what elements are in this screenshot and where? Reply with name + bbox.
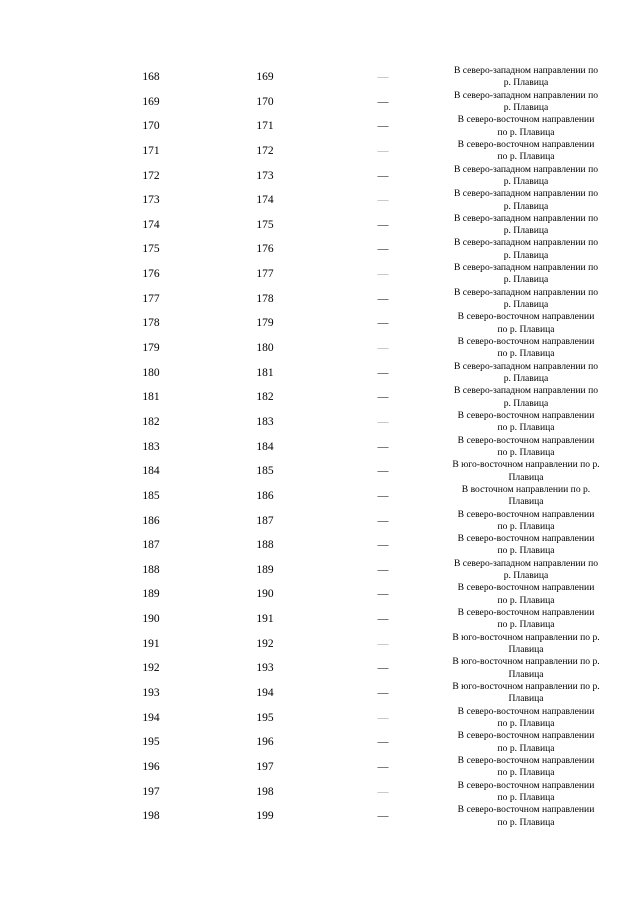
dash-cell: — bbox=[377, 317, 389, 330]
point-from-cell: 196 bbox=[142, 760, 160, 773]
direction-cell: В восточном направлении по р. Плавица bbox=[461, 483, 591, 508]
dash-cell: — bbox=[377, 243, 389, 256]
table-row bbox=[0, 459, 640, 484]
direction-cell: В северо-восточном направлении по р. Плавица bbox=[457, 779, 595, 803]
point-from-cell: 180 bbox=[142, 366, 160, 379]
point-from-cell: 195 bbox=[142, 736, 160, 749]
point-from-cell: 188 bbox=[142, 563, 160, 576]
dash-cell: — bbox=[377, 194, 389, 207]
dash-cell: — bbox=[377, 169, 389, 182]
dash-cell: — bbox=[377, 415, 389, 428]
table-row bbox=[0, 410, 640, 435]
point-to-cell: 199 bbox=[256, 810, 274, 823]
point-from-cell: 178 bbox=[142, 317, 160, 330]
direction-cell: В юго-восточном направлении по р. Плавица bbox=[452, 681, 600, 705]
point-to-cell: 183 bbox=[256, 415, 274, 428]
point-to-cell: 193 bbox=[256, 662, 274, 675]
table-row bbox=[0, 361, 640, 386]
direction-cell: В северо-западном направлении по р. Плавица bbox=[454, 360, 598, 384]
dash-cell: — bbox=[377, 71, 389, 83]
point-from-cell: 194 bbox=[142, 711, 160, 724]
point-to-cell: 189 bbox=[256, 563, 274, 576]
table-row bbox=[0, 262, 640, 287]
table-row bbox=[0, 90, 640, 115]
table-row bbox=[0, 706, 640, 731]
table-row bbox=[0, 558, 640, 583]
dash-cell: — bbox=[377, 785, 389, 798]
table-row bbox=[0, 804, 640, 829]
dash-cell: — bbox=[377, 120, 389, 133]
direction-cell: В северо-западном направлении по р. Плавица bbox=[454, 89, 598, 113]
table-row bbox=[0, 435, 640, 460]
dash-cell: — bbox=[377, 810, 389, 823]
point-to-cell: 174 bbox=[256, 194, 274, 207]
point-to-cell: 196 bbox=[256, 736, 274, 749]
table-row bbox=[0, 509, 640, 534]
dash-cell: — bbox=[377, 760, 389, 773]
point-from-cell: 182 bbox=[142, 415, 160, 428]
direction-cell: В северо-западном направлении по р. Плавица bbox=[454, 212, 598, 237]
direction-cell: В северо-восточном направлении по р. Плавица bbox=[457, 409, 595, 434]
direction-cell: В северо-восточном направлении по р. Плавица bbox=[457, 582, 595, 606]
direction-cell: В северо-западном направлении по р. Плавица bbox=[454, 262, 598, 286]
point-from-cell: 169 bbox=[142, 95, 160, 108]
direction-cell: В юго-восточном направлении по р. Плавица bbox=[452, 656, 600, 680]
dash-cell: — bbox=[377, 711, 389, 724]
table-row bbox=[0, 780, 640, 805]
dash-cell: — bbox=[377, 514, 389, 527]
point-from-cell: 177 bbox=[142, 292, 160, 305]
dash-cell: — bbox=[377, 95, 389, 108]
boundary-table bbox=[0, 65, 640, 829]
point-to-cell: 187 bbox=[256, 514, 274, 527]
point-from-cell: 191 bbox=[142, 637, 160, 650]
direction-cell: В северо-восточном направлении по р. Плавица bbox=[457, 533, 595, 557]
dash-cell: — bbox=[377, 489, 389, 502]
dash-cell: — bbox=[377, 637, 389, 650]
point-to-cell: 194 bbox=[256, 687, 274, 700]
dash-cell: — bbox=[377, 440, 389, 453]
point-from-cell: 173 bbox=[142, 194, 160, 207]
dash-cell: — bbox=[377, 563, 389, 576]
dash-cell: — bbox=[377, 292, 389, 305]
direction-cell: В северо-восточном направлении по р. Плавица bbox=[457, 754, 595, 779]
table-row bbox=[0, 656, 640, 681]
point-from-cell: 171 bbox=[142, 144, 160, 157]
point-to-cell: 198 bbox=[256, 785, 274, 798]
point-from-cell: 187 bbox=[142, 539, 160, 552]
point-from-cell: 175 bbox=[142, 243, 160, 256]
direction-cell: В северо-западном направлении по р. Плавица bbox=[454, 557, 598, 582]
point-from-cell: 193 bbox=[142, 687, 160, 700]
point-to-cell: 197 bbox=[256, 760, 274, 773]
direction-cell: В северо-восточном направлении по р. Плавица bbox=[457, 336, 595, 360]
table-row bbox=[0, 533, 640, 558]
dash-cell: — bbox=[377, 342, 389, 355]
point-from-cell: 168 bbox=[142, 71, 160, 83]
point-to-cell: 175 bbox=[256, 218, 274, 231]
point-from-cell: 189 bbox=[142, 588, 160, 601]
point-from-cell: 181 bbox=[142, 391, 160, 404]
table-row bbox=[0, 65, 640, 90]
point-to-cell: 184 bbox=[256, 440, 274, 453]
point-to-cell: 177 bbox=[256, 268, 274, 281]
point-to-cell: 195 bbox=[256, 711, 274, 724]
table-row bbox=[0, 237, 640, 262]
table-row bbox=[0, 607, 640, 632]
table-row bbox=[0, 114, 640, 139]
point-from-cell: 172 bbox=[142, 169, 160, 182]
direction-cell: В северо-восточном направлении по р. Плавица bbox=[457, 705, 595, 729]
point-to-cell: 181 bbox=[256, 366, 274, 379]
table-row bbox=[0, 632, 640, 657]
direction-cell: В юго-восточном направлении по р. Плавица bbox=[452, 631, 600, 656]
point-to-cell: 176 bbox=[256, 243, 274, 256]
direction-cell: В северо-восточном направлении по р. Плавица bbox=[457, 607, 595, 631]
direction-cell: В северо-восточном направлении по р. Плавица bbox=[457, 311, 595, 335]
dash-cell: — bbox=[377, 366, 389, 379]
table-row bbox=[0, 755, 640, 780]
point-from-cell: 185 bbox=[142, 489, 160, 502]
table-row bbox=[0, 164, 640, 189]
point-to-cell: 169 bbox=[256, 71, 274, 83]
point-from-cell: 170 bbox=[142, 120, 160, 133]
dash-cell: — bbox=[377, 736, 389, 749]
table-row bbox=[0, 730, 640, 755]
point-to-cell: 180 bbox=[256, 342, 274, 355]
point-from-cell: 184 bbox=[142, 465, 160, 478]
direction-cell: В северо-восточном направлении по р. Плавица bbox=[457, 508, 595, 532]
dash-cell: — bbox=[377, 391, 389, 404]
table-row bbox=[0, 213, 640, 238]
point-to-cell: 192 bbox=[256, 637, 274, 650]
dash-cell: — bbox=[377, 144, 389, 157]
point-to-cell: 188 bbox=[256, 539, 274, 552]
table-row bbox=[0, 336, 640, 361]
dash-cell: — bbox=[377, 539, 389, 552]
table-row bbox=[0, 385, 640, 410]
dash-cell: — bbox=[377, 588, 389, 601]
dash-cell: — bbox=[377, 687, 389, 700]
point-from-cell: 186 bbox=[142, 514, 160, 527]
point-from-cell: 190 bbox=[142, 613, 160, 626]
table-row bbox=[0, 681, 640, 706]
point-from-cell: 183 bbox=[142, 440, 160, 453]
point-to-cell: 190 bbox=[256, 588, 274, 601]
table-row bbox=[0, 287, 640, 312]
table-row bbox=[0, 582, 640, 607]
direction-cell: В северо-восточном направлении по р. Плавица bbox=[457, 804, 595, 828]
direction-cell: В северо-западном направлении по р. Плавица bbox=[454, 188, 598, 212]
point-to-cell: 185 bbox=[256, 465, 274, 478]
direction-cell: В северо-западном направлении по р. Плавица bbox=[454, 163, 598, 187]
point-from-cell: 197 bbox=[142, 785, 160, 798]
point-from-cell: 176 bbox=[142, 268, 160, 281]
point-to-cell: 173 bbox=[256, 169, 274, 182]
point-from-cell: 198 bbox=[142, 810, 160, 823]
direction-cell: В северо-западном направлении по р. Плавица bbox=[454, 65, 598, 89]
point-to-cell: 186 bbox=[256, 489, 274, 502]
point-to-cell: 172 bbox=[256, 144, 274, 157]
table-row bbox=[0, 484, 640, 509]
dash-cell: — bbox=[377, 613, 389, 626]
direction-cell: В северо-западном направлении по р. Плавица bbox=[454, 286, 598, 311]
direction-cell: В северо-западном направлении по р. Плавица bbox=[454, 385, 598, 409]
point-to-cell: 178 bbox=[256, 292, 274, 305]
point-to-cell: 170 bbox=[256, 95, 274, 108]
point-from-cell: 174 bbox=[142, 218, 160, 231]
direction-cell: В северо-восточном направлении по р. Плавица bbox=[457, 730, 595, 754]
direction-cell: В северо-восточном направлении по р. Плавица bbox=[457, 138, 595, 163]
point-to-cell: 179 bbox=[256, 317, 274, 330]
table-row bbox=[0, 311, 640, 336]
point-from-cell: 179 bbox=[142, 342, 160, 355]
direction-cell: В юго-восточном направлении по р. Плавица bbox=[452, 459, 600, 483]
dash-cell: — bbox=[377, 268, 389, 281]
point-to-cell: 182 bbox=[256, 391, 274, 404]
table-row bbox=[0, 139, 640, 164]
direction-cell: В северо-западном направлении по р. Плавица bbox=[454, 237, 598, 261]
dash-cell: — bbox=[377, 662, 389, 675]
direction-cell: В северо-восточном направлении по р. Плавица bbox=[457, 114, 595, 138]
point-from-cell: 192 bbox=[142, 662, 160, 675]
point-to-cell: 171 bbox=[256, 120, 274, 133]
direction-cell: В северо-восточном направлении по р. Плавица bbox=[457, 434, 595, 458]
dash-cell: — bbox=[377, 218, 389, 231]
dash-cell: — bbox=[377, 465, 389, 478]
table-row bbox=[0, 188, 640, 213]
point-to-cell: 191 bbox=[256, 613, 274, 626]
